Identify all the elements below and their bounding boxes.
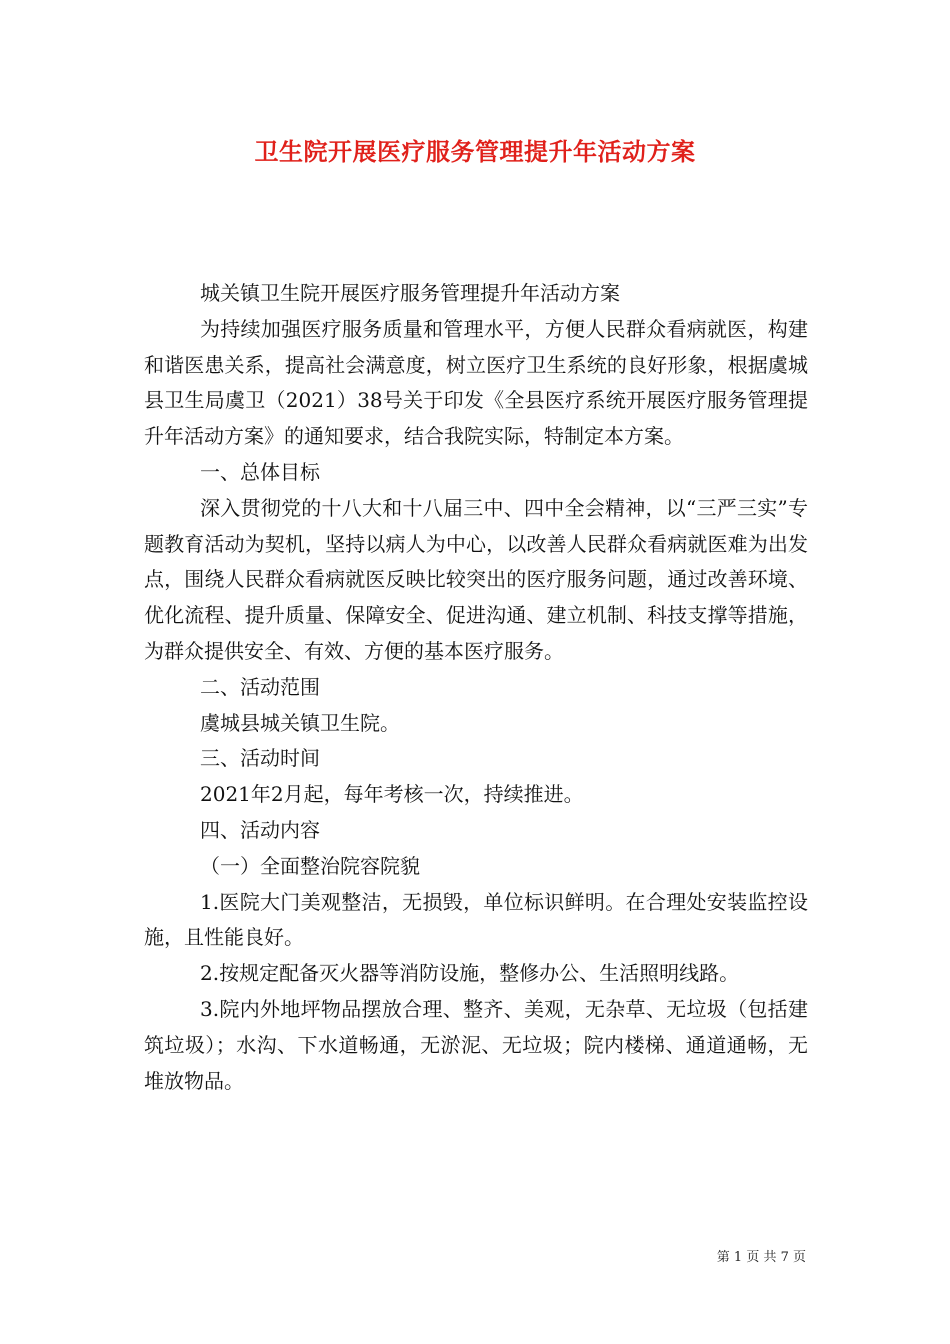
scope-paragraph: 虞城县城关镇卫生院。 bbox=[200, 710, 400, 735]
overall-goal-paragraph: 深入贯彻党的十八大和十八届三中、四中全会精神，以“三严三实”专题教育活动为契机，坚持以病人为中心，以改善人民群众看病就医难为出发点，围绕人民群众看病就医反映比较突出的医疗服务问题，通过改善环境、优化流程、提升质量、保障安全、促进沟通、建立机制、科技支撑等措施，为群众提供安全、有效、方便的基本医疗服务。 bbox=[144, 495, 808, 663]
page-number-footer: 第 1 页 共 7 页 bbox=[716, 1250, 806, 1265]
document-body bbox=[144, 276, 808, 1099]
list-item-1: 1.医院大门美观整洁，无损毁，单位标识鲜明。在合理处安装监控设施，且性能良好。 bbox=[144, 889, 808, 950]
section-heading-content: 四、活动内容 bbox=[200, 817, 320, 842]
document-subtitle-paragraph: 城关镇卫生院开展医疗服务管理提升年活动方案 bbox=[200, 281, 620, 305]
document-title: 卫生院开展医疗服务管理提升年活动方案 bbox=[254, 137, 696, 166]
list-item-2: 2.按规定配备灭火器等消防设施，整修办公、生活照明线路。 bbox=[200, 961, 740, 986]
subsection-heading-appearance: （一）全面整治院容院貌 bbox=[200, 853, 420, 878]
list-item-3: 3.院内外地坪物品摆放合理、整齐、美观，无杂草、无垃圾（包括建筑垃圾）；水沟、下水道畅通，无淤泥、无垃圾；院内楼梯、通道通畅，无堆放物品。 bbox=[144, 996, 808, 1093]
section-heading-time: 三、活动时间 bbox=[200, 746, 320, 771]
section-heading-overall-goal: 一、总体目标 bbox=[200, 459, 320, 484]
time-paragraph: 2021年2月起，每年考核一次，持续推进。 bbox=[200, 782, 584, 807]
intro-paragraph: 为持续加强医疗服务质量和管理水平，方便人民群众看病就医，构建和谐医患关系，提高社会满意度，树立医疗卫生系统的良好形象，根据虞城县卫生局虞卫（2021）38号关于印发《全县医疗系统开展医疗服务管理提升年活动方案》的通知要求，结合我院实际，特制定本方案。 bbox=[144, 316, 808, 449]
section-heading-scope: 二、活动范围 bbox=[200, 674, 320, 699]
